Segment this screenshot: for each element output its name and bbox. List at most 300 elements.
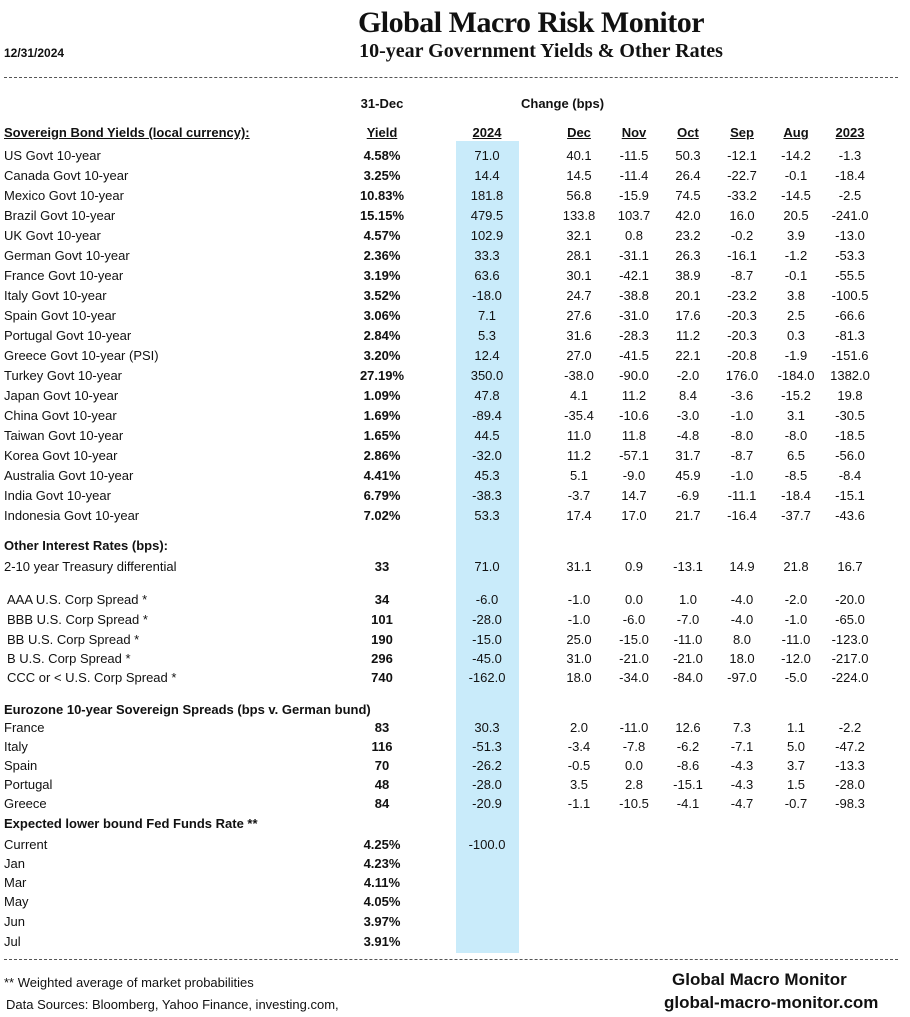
change-cell-oct: 50.3 xyxy=(675,148,701,163)
table-row xyxy=(0,406,910,426)
change-cell-dec: 32.1 xyxy=(566,228,592,243)
row-label: Taiwan Govt 10-year xyxy=(4,428,124,443)
row-value: 3.91% xyxy=(363,934,401,949)
change-cell-aug: -1.2 xyxy=(784,248,808,263)
row-value: 15.15% xyxy=(359,208,405,223)
row-value: 116 xyxy=(371,739,393,754)
row-value: 4.57% xyxy=(363,228,401,243)
change-cell-aug: 3.1 xyxy=(786,408,806,423)
change-cell-dec: 24.7 xyxy=(566,288,592,303)
row-value: 3.52% xyxy=(363,288,401,303)
change-cell-2024: -18.0 xyxy=(472,288,502,303)
change-cell-2023: -65.0 xyxy=(835,612,865,627)
change-cell-oct: 74.5 xyxy=(675,188,701,203)
change-cell-nov: 11.2 xyxy=(621,388,647,403)
change-cell-sep: -16.4 xyxy=(727,508,757,523)
change-cell-2023: -28.0 xyxy=(835,777,865,792)
change-cell-nov: 103.7 xyxy=(617,208,651,223)
change-cell-sep: -11.1 xyxy=(727,488,757,503)
change-cell-nov: -28.3 xyxy=(619,328,649,343)
change-cell-nov: 0.8 xyxy=(624,228,644,243)
change-cell-oct: -8.6 xyxy=(676,758,700,773)
row-value: 10.83% xyxy=(359,188,405,203)
change-cell-sep: -20.3 xyxy=(727,328,757,343)
change-cell-aug: -8.0 xyxy=(784,428,808,443)
change-cell-sep: -1.0 xyxy=(730,468,754,483)
change-cell-dec: 17.4 xyxy=(566,508,592,523)
change-cell-sep: -8.7 xyxy=(730,448,754,463)
change-cell-nov: -57.1 xyxy=(619,448,649,463)
change-cell-nov: 0.0 xyxy=(624,758,644,773)
change-cell-nov: -90.0 xyxy=(619,368,649,383)
change-cell-dec: 27.0 xyxy=(566,348,592,363)
change-cell-aug: -0.7 xyxy=(784,796,808,811)
change-cell-sep: -33.2 xyxy=(727,188,757,203)
change-cell-oct: 42.0 xyxy=(675,208,701,223)
change-cell-2024: -45.0 xyxy=(472,651,502,666)
change-cell-2024: -15.0 xyxy=(472,632,502,647)
table-row xyxy=(0,506,910,526)
row-value: 6.79% xyxy=(363,488,401,503)
brand-name: Global Macro Monitor xyxy=(672,970,847,989)
change-cell-2024: 71.0 xyxy=(474,559,500,574)
change-cell-nov: 14.7 xyxy=(621,488,647,503)
change-cell-nov: -11.5 xyxy=(619,148,649,163)
change-cell-nov: -34.0 xyxy=(619,670,649,685)
row-value: 3.97% xyxy=(363,914,401,929)
change-cell-dec: 28.1 xyxy=(566,248,592,263)
row-value: 101 xyxy=(371,612,393,627)
table-row xyxy=(0,306,910,326)
row-value: 4.23% xyxy=(363,856,401,871)
yield-header: Yield xyxy=(366,125,398,140)
footnote: ** Weighted average of market probabilities xyxy=(4,975,254,990)
change-cell-dec: -1.1 xyxy=(567,796,591,811)
change-cell-dec: -3.7 xyxy=(567,488,591,503)
row-label: France xyxy=(4,720,45,735)
change-cell-2023: -151.6 xyxy=(831,348,869,363)
row-value: 4.58% xyxy=(363,148,401,163)
change-cell-nov: -15.9 xyxy=(619,188,649,203)
change-cell-dec: 40.1 xyxy=(566,148,592,163)
change-cell-nov: -31.0 xyxy=(619,308,649,323)
change-cell-sep: -7.1 xyxy=(730,739,754,754)
row-label: Japan Govt 10-year xyxy=(4,388,119,403)
row-label: UK Govt 10-year xyxy=(4,228,101,243)
change-cell-dec: 4.1 xyxy=(569,388,589,403)
table-row xyxy=(0,590,910,610)
row-value: 296 xyxy=(371,651,393,666)
change-cell-2023: -53.3 xyxy=(835,248,865,263)
change-cell-aug: -2.0 xyxy=(784,592,808,607)
row-value: 2.86% xyxy=(363,448,401,463)
row-label: Portugal Govt 10-year xyxy=(4,328,132,343)
change-cell-dec: 31.6 xyxy=(566,328,592,343)
change-cell-dec: -38.0 xyxy=(564,368,594,383)
row-value: 27.19% xyxy=(359,368,405,383)
change-cell-aug: 3.7 xyxy=(786,758,806,773)
change-cell-aug: 2.5 xyxy=(786,308,806,323)
change-cell-sep: 14.9 xyxy=(729,559,755,574)
change-cell-aug: -14.2 xyxy=(781,148,811,163)
change-cell-2023: -123.0 xyxy=(831,632,869,647)
change-cell-2023: -241.0 xyxy=(831,208,869,223)
table-row xyxy=(0,386,910,406)
change-cell-2024: 33.3 xyxy=(474,248,500,263)
period-header-sep: Sep xyxy=(730,125,754,140)
table-row xyxy=(0,932,910,952)
change-cell-oct: -15.1 xyxy=(673,777,703,792)
row-label: May xyxy=(4,894,29,909)
report-date: 12/31/2024 xyxy=(4,46,65,60)
change-cell-sep: -12.1 xyxy=(727,148,757,163)
change-cell-aug: -37.7 xyxy=(781,508,811,523)
change-cell-nov: -41.5 xyxy=(619,348,649,363)
table-row xyxy=(0,794,910,814)
change-cell-oct: -2.0 xyxy=(676,368,700,383)
change-cell-dec: 11.2 xyxy=(566,448,592,463)
change-cell-2024: 14.4 xyxy=(474,168,500,183)
change-cell-nov: -38.8 xyxy=(619,288,649,303)
row-value: 4.05% xyxy=(363,894,401,909)
table-row xyxy=(0,854,910,874)
table-row xyxy=(0,466,910,486)
row-value: 70 xyxy=(374,758,390,773)
change-cell-sep: 16.0 xyxy=(729,208,755,223)
change-cell-2023: -2.2 xyxy=(838,720,862,735)
row-value: 740 xyxy=(371,670,393,685)
change-cell-2023: -15.1 xyxy=(835,488,865,503)
change-cell-2023: -13.0 xyxy=(835,228,865,243)
row-value: 83 xyxy=(374,720,390,735)
change-cell-sep: -8.0 xyxy=(730,428,754,443)
change-cell-oct: -7.0 xyxy=(676,612,700,627)
report-subtitle: 10-year Government Yields & Other Rates xyxy=(359,40,723,62)
change-cell-aug: -14.5 xyxy=(781,188,811,203)
change-cell-2024: -20.9 xyxy=(472,796,502,811)
row-label: Jan xyxy=(4,856,25,871)
change-cell-oct: 26.3 xyxy=(675,248,701,263)
change-cell-2023: -30.5 xyxy=(835,408,865,423)
period-header-2024: 2024 xyxy=(472,125,502,140)
table-row xyxy=(0,346,910,366)
row-value: 1.69% xyxy=(363,408,401,423)
change-cell-sep: -0.2 xyxy=(730,228,754,243)
table-row xyxy=(0,486,910,506)
eurozone-title: Eurozone 10-year Sovereign Spreads (bps v. German bund) xyxy=(4,702,371,717)
change-cell-nov: -42.1 xyxy=(619,268,649,283)
row-label: BB U.S. Corp Spread * xyxy=(7,632,140,647)
change-cell-2024: -51.3 xyxy=(472,739,502,754)
change-cell-aug: -184.0 xyxy=(777,368,815,383)
change-cell-aug: 1.1 xyxy=(786,720,806,735)
period-header-aug: Aug xyxy=(783,125,809,140)
row-label: German Govt 10-year xyxy=(4,248,130,263)
table-row xyxy=(0,630,910,650)
table-row xyxy=(0,912,910,932)
change-cell-2024: 102.9 xyxy=(470,228,504,243)
row-value: 3.06% xyxy=(363,308,401,323)
table-row xyxy=(0,246,910,266)
change-cell-dec: 27.6 xyxy=(566,308,592,323)
change-cell-2023: -47.2 xyxy=(835,739,865,754)
fed-funds-title: Expected lower bound Fed Funds Rate ** xyxy=(4,816,258,831)
table-row xyxy=(0,557,910,577)
change-cell-2023: -224.0 xyxy=(831,670,869,685)
table-row xyxy=(0,166,910,186)
table-row xyxy=(0,873,910,893)
data-sources: Data Sources: Bloomberg, Yahoo Finance, investing.com, xyxy=(6,997,339,1012)
change-cell-aug: -15.2 xyxy=(781,388,811,403)
row-label: Greece Govt 10-year (PSI) xyxy=(4,348,159,363)
change-cell-2024: -100.0 xyxy=(468,837,506,852)
change-cell-oct: 21.7 xyxy=(675,508,701,523)
change-cell-dec: 14.5 xyxy=(566,168,592,183)
change-cell-2023: -66.6 xyxy=(835,308,865,323)
table-row xyxy=(0,266,910,286)
change-cell-sep: -4.7 xyxy=(730,796,754,811)
other-rates-title: Other Interest Rates (bps): xyxy=(4,538,168,553)
row-label: Portugal xyxy=(4,777,53,792)
row-value: 3.20% xyxy=(363,348,401,363)
change-cell-nov: 11.8 xyxy=(621,428,647,443)
change-cell-2023: -2.5 xyxy=(838,188,862,203)
change-cell-sep: -20.3 xyxy=(727,308,757,323)
change-cell-aug: 3.9 xyxy=(786,228,806,243)
row-label: Brazil Govt 10-year xyxy=(4,208,116,223)
change-cell-oct: -6.9 xyxy=(676,488,700,503)
change-cell-oct: -3.0 xyxy=(676,408,700,423)
change-cell-aug: -5.0 xyxy=(784,670,808,685)
change-cell-dec: 133.8 xyxy=(562,208,596,223)
change-cell-nov: 0.9 xyxy=(624,559,644,574)
change-cell-oct: 8.4 xyxy=(678,388,698,403)
change-cell-oct: -21.0 xyxy=(673,651,703,666)
row-label: Indonesia Govt 10-year xyxy=(4,508,140,523)
row-label: BBB U.S. Corp Spread * xyxy=(7,612,148,627)
period-header-oct: Oct xyxy=(677,125,699,140)
change-cell-sep: -3.6 xyxy=(730,388,754,403)
change-cell-oct: 23.2 xyxy=(675,228,701,243)
change-cell-aug: -1.9 xyxy=(784,348,808,363)
change-cell-2024: 45.3 xyxy=(474,468,500,483)
change-cell-2024: -38.3 xyxy=(472,488,502,503)
row-label: CCC or < U.S. Corp Spread * xyxy=(7,670,177,685)
date-header: 31-Dec xyxy=(360,96,404,111)
row-label: Jul xyxy=(4,934,21,949)
change-cell-sep: 7.3 xyxy=(732,720,752,735)
row-value: 4.41% xyxy=(363,468,401,483)
row-label: Canada Govt 10-year xyxy=(4,168,129,183)
period-header-dec: Dec xyxy=(567,125,591,140)
change-cell-2024: 53.3 xyxy=(474,508,500,523)
change-cell-dec: 2.0 xyxy=(569,720,589,735)
row-value: 1.65% xyxy=(363,428,401,443)
change-cell-2023: 19.8 xyxy=(837,388,863,403)
row-label: Turkey Govt 10-year xyxy=(4,368,123,383)
change-cell-oct: 26.4 xyxy=(675,168,701,183)
change-cell-sep: -23.2 xyxy=(727,288,757,303)
change-cell-sep: -4.3 xyxy=(730,777,754,792)
change-cell-oct: 20.1 xyxy=(675,288,701,303)
change-cell-nov: -15.0 xyxy=(619,632,649,647)
row-label: China Govt 10-year xyxy=(4,408,117,423)
report-title: Global Macro Risk Monitor xyxy=(357,6,705,39)
change-cell-2024: -6.0 xyxy=(475,592,499,607)
change-cell-2023: -43.6 xyxy=(835,508,865,523)
row-value: 190 xyxy=(371,632,393,647)
change-cell-nov: -6.0 xyxy=(622,612,646,627)
change-cell-2023: -100.5 xyxy=(831,288,869,303)
sovereign-section-title: Sovereign Bond Yields (local currency): xyxy=(4,125,250,140)
table-row xyxy=(0,206,910,226)
change-cell-2023: 1382.0 xyxy=(830,368,870,383)
change-cell-sep: -22.7 xyxy=(727,168,757,183)
row-value: 4.11% xyxy=(363,875,401,890)
row-value: 7.02% xyxy=(363,508,401,523)
table-row xyxy=(0,146,910,166)
row-label: Spain Govt 10-year xyxy=(4,308,117,323)
change-cell-oct: 12.6 xyxy=(675,720,701,735)
change-cell-2024: 12.4 xyxy=(474,348,500,363)
row-label: AAA U.S. Corp Spread * xyxy=(7,592,148,607)
change-cell-oct: -4.1 xyxy=(676,796,700,811)
change-cell-sep: -4.0 xyxy=(730,592,754,607)
row-value: 34 xyxy=(374,592,390,607)
table-row xyxy=(0,446,910,466)
change-cell-2023: 16.7 xyxy=(837,559,863,574)
change-cell-dec: -35.4 xyxy=(564,408,594,423)
table-row xyxy=(0,775,910,795)
row-value: 33 xyxy=(374,559,390,574)
change-cell-aug: -1.0 xyxy=(784,612,808,627)
row-label: Australia Govt 10-year xyxy=(4,468,134,483)
change-cell-oct: 11.2 xyxy=(675,328,701,343)
change-cell-nov: -10.5 xyxy=(619,796,649,811)
change-cell-aug: -0.1 xyxy=(784,168,808,183)
bottom-divider xyxy=(4,959,898,960)
change-cell-dec: 3.5 xyxy=(569,777,589,792)
change-cell-aug: -8.5 xyxy=(784,468,808,483)
change-cell-sep: -16.1 xyxy=(727,248,757,263)
change-cell-dec: 31.0 xyxy=(566,651,592,666)
change-cell-nov: -10.6 xyxy=(619,408,649,423)
change-cell-2023: -1.3 xyxy=(838,148,862,163)
change-cell-aug: 3.8 xyxy=(786,288,806,303)
table-row xyxy=(0,226,910,246)
change-cell-2024: 5.3 xyxy=(477,328,497,343)
change-cell-2024: 181.8 xyxy=(470,188,504,203)
row-label: Italy Govt 10-year xyxy=(4,288,107,303)
change-cell-oct: 31.7 xyxy=(675,448,701,463)
table-row xyxy=(0,668,910,688)
row-value: 1.09% xyxy=(363,388,401,403)
change-cell-oct: 22.1 xyxy=(675,348,701,363)
change-cell-nov: -7.8 xyxy=(622,739,646,754)
change-cell-2023: -56.0 xyxy=(835,448,865,463)
change-cell-sep: -8.7 xyxy=(730,268,754,283)
change-cell-2024: 30.3 xyxy=(474,720,500,735)
change-cell-2024: -26.2 xyxy=(472,758,502,773)
row-label: Greece xyxy=(4,796,47,811)
row-value: 2.36% xyxy=(363,248,401,263)
change-cell-nov: 2.8 xyxy=(624,777,644,792)
row-value: 48 xyxy=(374,777,390,792)
change-cell-2024: 63.6 xyxy=(474,268,500,283)
change-cell-dec: 30.1 xyxy=(566,268,592,283)
row-value: 84 xyxy=(374,796,390,811)
table-row xyxy=(0,737,910,757)
change-cell-2023: -13.3 xyxy=(835,758,865,773)
change-cell-nov: -11.4 xyxy=(619,168,649,183)
row-value: 2.84% xyxy=(363,328,401,343)
change-cell-2023: -217.0 xyxy=(831,651,869,666)
change-cell-oct: -84.0 xyxy=(673,670,703,685)
table-row xyxy=(0,186,910,206)
change-cell-2024: -28.0 xyxy=(472,777,502,792)
change-cell-sep: -97.0 xyxy=(727,670,757,685)
change-cell-aug: -0.1 xyxy=(784,268,808,283)
table-row xyxy=(0,718,910,738)
change-cell-dec: -1.0 xyxy=(567,592,591,607)
change-cell-oct: -11.0 xyxy=(673,632,703,647)
change-cell-2024: -89.4 xyxy=(472,408,502,423)
change-cell-oct: 38.9 xyxy=(675,268,701,283)
change-cell-dec: 18.0 xyxy=(566,670,592,685)
table-row xyxy=(0,756,910,776)
change-cell-aug: 6.5 xyxy=(786,448,806,463)
change-cell-sep: 176.0 xyxy=(725,368,759,383)
change-cell-2024: 7.1 xyxy=(477,308,497,323)
change-cell-nov: -21.0 xyxy=(619,651,649,666)
change-cell-dec: 56.8 xyxy=(566,188,592,203)
change-cell-2024: 479.5 xyxy=(470,208,504,223)
period-header-nov: Nov xyxy=(621,125,647,140)
change-cell-nov: -9.0 xyxy=(622,468,646,483)
row-label: Current xyxy=(4,837,48,852)
change-cell-aug: 21.8 xyxy=(783,559,809,574)
change-cell-dec: 31.1 xyxy=(566,559,592,574)
change-cell-nov: -11.0 xyxy=(619,720,649,735)
change-cell-aug: 1.5 xyxy=(786,777,806,792)
change-cell-dec: -1.0 xyxy=(567,612,591,627)
change-cell-sep: 8.0 xyxy=(732,632,752,647)
change-cell-aug: -11.0 xyxy=(781,632,811,647)
change-cell-aug: -12.0 xyxy=(781,651,811,666)
change-cell-dec: 11.0 xyxy=(566,428,592,443)
change-cell-nov: 0.0 xyxy=(624,592,644,607)
change-cell-nov: -31.1 xyxy=(619,248,649,263)
change-cell-2023: -81.3 xyxy=(835,328,865,343)
change-cell-sep: 18.0 xyxy=(729,651,755,666)
row-label: Mexico Govt 10-year xyxy=(4,188,124,203)
table-row xyxy=(0,366,910,386)
change-cell-2023: -18.4 xyxy=(835,168,865,183)
change-cell-aug: 0.3 xyxy=(786,328,806,343)
change-cell-sep: -4.3 xyxy=(730,758,754,773)
change-cell-sep: -4.0 xyxy=(730,612,754,627)
change-cell-dec: 5.1 xyxy=(569,468,589,483)
row-label: India Govt 10-year xyxy=(4,488,111,503)
row-label: Mar xyxy=(4,875,27,890)
row-label: Korea Govt 10-year xyxy=(4,448,118,463)
change-cell-dec: -0.5 xyxy=(567,758,591,773)
change-cell-2024: 350.0 xyxy=(470,368,504,383)
change-cell-aug: -18.4 xyxy=(781,488,811,503)
brand-website: global-macro-monitor.com xyxy=(664,993,879,1012)
change-cell-oct: 45.9 xyxy=(675,468,701,483)
change-cell-oct: -6.2 xyxy=(676,739,700,754)
